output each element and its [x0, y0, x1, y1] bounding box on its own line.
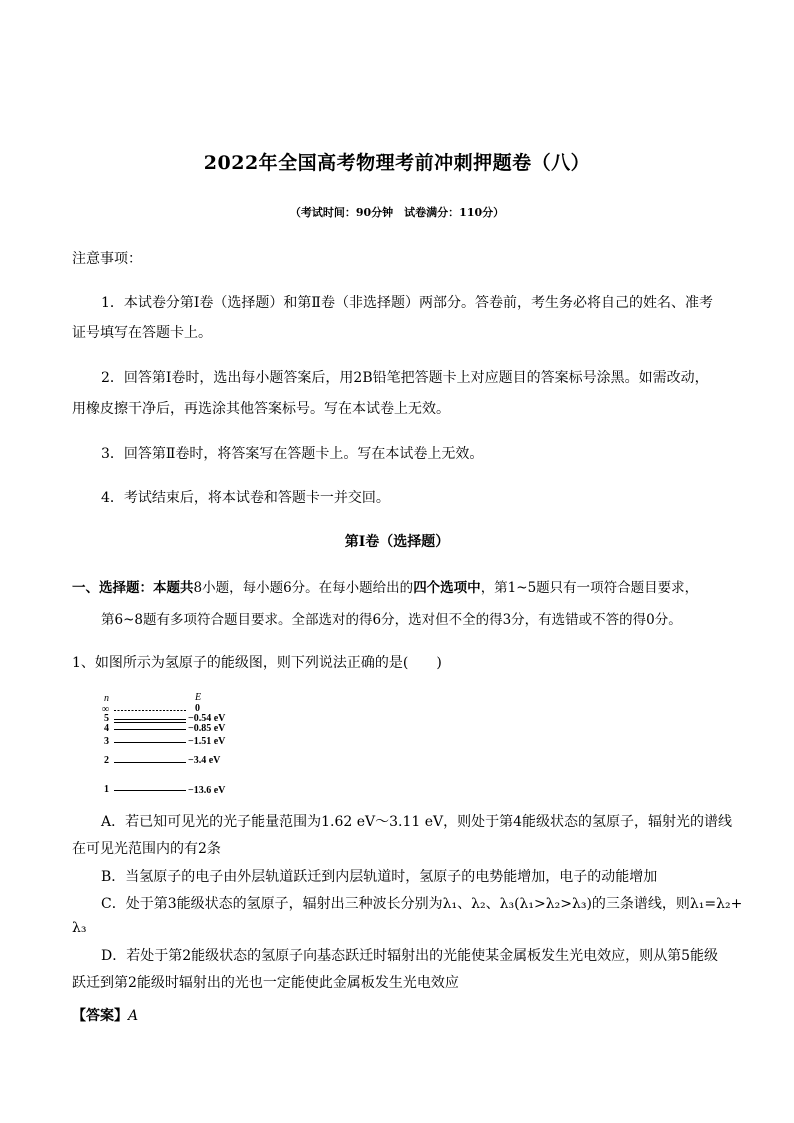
level-e-4: −0.85 eV	[188, 723, 226, 734]
section-intro-text-2: ，第1~5题只有一项符合题目要求，	[480, 580, 699, 596]
option-d: D．若处于第2能级状态的氢原子向基态跃迁时辐射出的光能使某金属板发生光电效应，则从第5能级	[101, 948, 719, 964]
section-title: 第Ⅰ卷（选择题）	[344, 534, 450, 550]
option-b: B．当氢原子的电子由外层轨道跃迁到内层轨道时，氢原子的电势能增加，电子的动能增加	[101, 869, 658, 885]
level-n-5: 5	[104, 713, 109, 724]
exam-info: （考试时间：90分钟 试卷满分：110分）	[289, 206, 505, 219]
level-e-3: −1.51 eV	[188, 736, 226, 747]
level-n-2: 2	[104, 755, 109, 766]
level-n-3: 3	[104, 736, 109, 747]
notice-item-3: 3．回答第Ⅱ卷时，将答案写在答题卡上。写在本试卷上无效。	[101, 446, 484, 462]
answer-value: A	[128, 1008, 139, 1024]
level-e-2: −3.4 eV	[188, 755, 221, 766]
level-n-1: 1	[104, 784, 109, 795]
level-e-1: −13.6 eV	[188, 785, 226, 796]
answer-line	[72, 1005, 138, 1025]
section-intro-text: 8小题，每小题6分。在每小题给出的	[193, 580, 414, 596]
option-d-cont: 跃迁到第2能级时辐射出的光也一定能使此金属板发生光电效应	[72, 975, 459, 991]
question-stem: 1、如图所示为氢原子的能级图，则下列说法正确的是( )	[72, 655, 442, 671]
notice-heading: 注意事项：	[72, 251, 142, 267]
e-axis-label: E	[195, 692, 202, 703]
notice-item-4: 4．考试结束后，将本试卷和答题卡一并交回。	[101, 490, 390, 506]
notice-item-1: 1．本试卷分第Ⅰ卷（选择题）和第Ⅱ卷（非选择题）两部分。答卷前，考生务必将自己的姓名、准考	[101, 295, 713, 311]
notice-item-2: 2．回答第Ⅰ卷时，选出每小题答案后，用2B铅笔把答题卡上对应题目的答案标号涂黑。如需改动，	[101, 370, 709, 386]
level-n-inf: ∞	[102, 704, 110, 715]
level-n-4: 4	[104, 723, 109, 734]
page-title: 2022年全国高考物理考前冲刺押题卷（八）	[203, 152, 591, 174]
section-intro-bold: 一、选择题：本题共	[72, 580, 194, 596]
option-c: C．处于第3能级状态的氢原子，辐射出三种波长分别为λ₁、λ₂、λ₃(λ₁>λ₂>λ₃)的三条谱线，则λ₁=λ₂+	[101, 896, 743, 912]
section-intro-bold-2: 四个选项中	[413, 580, 481, 596]
notice-item-2-cont: 用橡皮擦干净后，再选涂其他答案标号。写在本试卷上无效。	[72, 401, 450, 417]
section-intro-line-2: 第6~8题有多项符合题目要求。全部选对的得6分，选对但不全的得3分，有选错或不答的得0分。	[101, 612, 682, 628]
notice-item-1-cont: 证号填写在答题卡上。	[72, 325, 212, 341]
option-a: A．若已知可见光的光子能量范围为1.62 eV～3.11 eV，则处于第4能级状态的氢原子，辐射光的谱线	[101, 814, 733, 830]
option-c-cont: λ₃	[72, 920, 87, 936]
n-axis-label: n	[104, 693, 109, 704]
answer-label: 【答案】	[72, 1008, 128, 1024]
level-e-inf: 0	[195, 703, 200, 714]
option-a-cont: 在可见光范围内的有2条	[72, 841, 221, 857]
energy-level-diagram	[100, 690, 240, 800]
section-intro-line-1	[72, 576, 698, 596]
level-e-5: −0.54 eV	[188, 713, 226, 724]
